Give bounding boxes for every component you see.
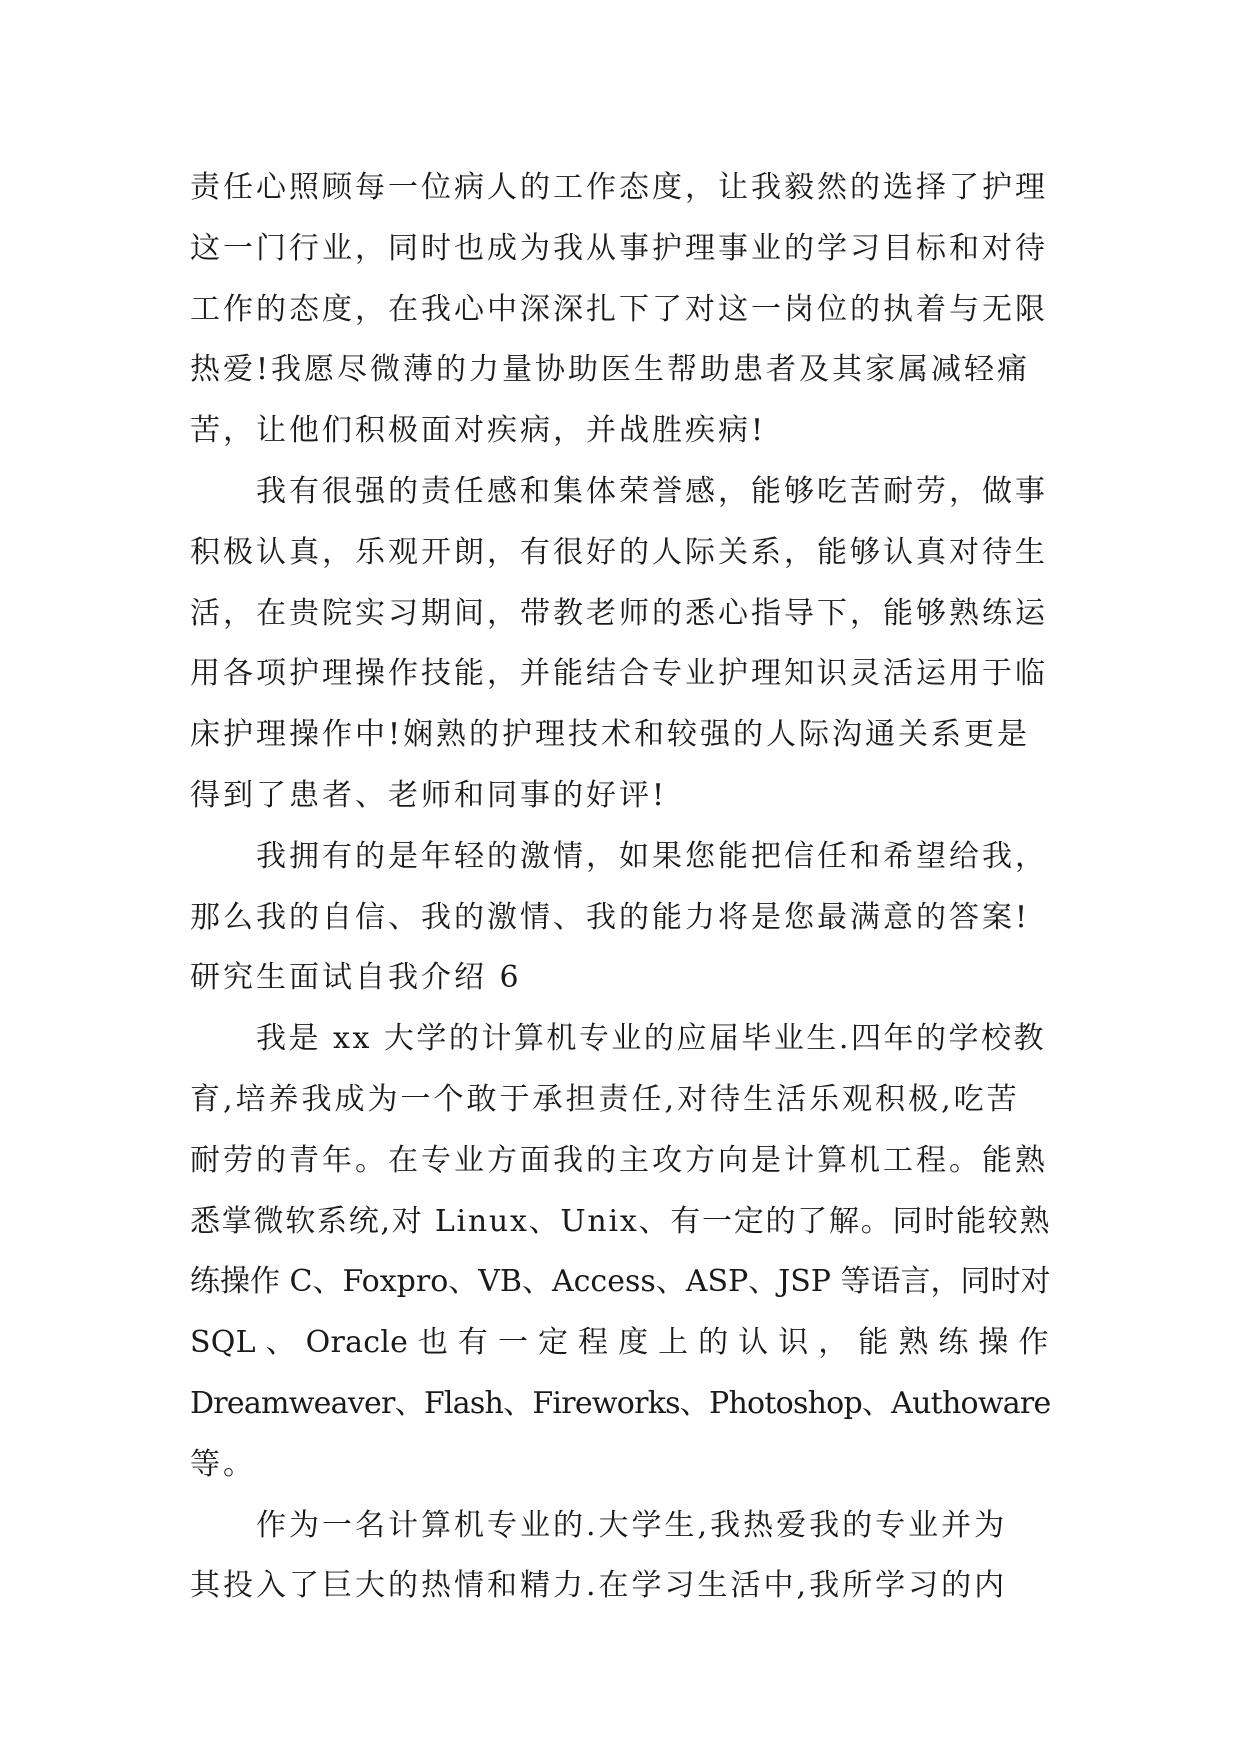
paragraph-line: 其投入了巨大的热情和精力.在学习生活中,我所学习的内 [190,1568,1008,1604]
paragraph-line: SQL 、 Oracle 也 有 一 定 程 度 上 的 认 识 ， 能 熟 练 操 作 [190,1325,1049,1361]
paragraph-line: 等。 [190,1446,256,1482]
paragraph-line: 活，在贵院实习期间，带教老师的悉心指导下，能够熟练运 [190,595,1048,631]
paragraph-line: 练操作 C、Foxpro、VB、Access、ASP、JSP 等语言，同时对 [190,1264,1051,1300]
document-body [190,158,1050,1617]
section-heading: 研究生面试自我介绍 6 [190,960,522,996]
paragraph-line: 热爱!我愿尽微薄的力量协助医生帮助患者及其家属减轻痛 [190,352,1031,388]
paragraph-line: 悉掌微软系统,对 Linux、Unix、有一定的了解。同时能较熟 [190,1203,1052,1239]
paragraph-line: 这一门行业，同时也成为我从事护理事业的学习目标和对待 [190,230,1048,266]
paragraph-line: 我有很强的责任感和集体荣誉感，能够吃苦耐劳，做事 [256,473,1048,509]
paragraph-line: Dreamweaver、Flash、Fireworks、Photoshop、Authoware [190,1385,1051,1421]
paragraph-line: 积极认真，乐观开朗，有很好的人际关系，能够认真对待生 [190,534,1048,570]
paragraph-line: 那么我的自信、我的激情、我的能力将是您最满意的答案! [190,899,1031,935]
paragraph-line: 我是 xx 大学的计算机专业的应届毕业生.四年的学校教 [256,1021,1046,1057]
paragraph-line: 我拥有的是年轻的激情，如果您能把信任和希望给我， [256,838,1048,874]
paragraph-line: 责任心照顾每一位病人的工作态度，让我毅然的选择了护理 [190,170,1048,205]
paragraph-line: 用各项护理操作技能，并能结合专业护理知识灵活运用于临 [190,656,1048,692]
paragraph-line: 苦，让他们积极面对疾病，并战胜疾病! [190,413,767,449]
paragraph-line: 工作的态度，在我心中深深扎下了对这一岗位的执着与无限 [190,291,1048,327]
paragraph-line: 床护理操作中!娴熟的护理技术和较强的人际沟通关系更是 [190,717,1031,753]
paragraph-line: 作为一名计算机专业的.大学生,我热爱我的专业并为 [256,1507,1008,1543]
paragraph-line: 得到了患者、老师和同事的好评! [190,777,668,813]
paragraph-line: 耐劳的青年。在专业方面我的主攻方向是计算机工程。能熟 [190,1142,1048,1178]
paragraph-line: 育,培养我成为一个敢于承担责任,对待生活乐观积极,吃苦 [190,1081,1020,1117]
